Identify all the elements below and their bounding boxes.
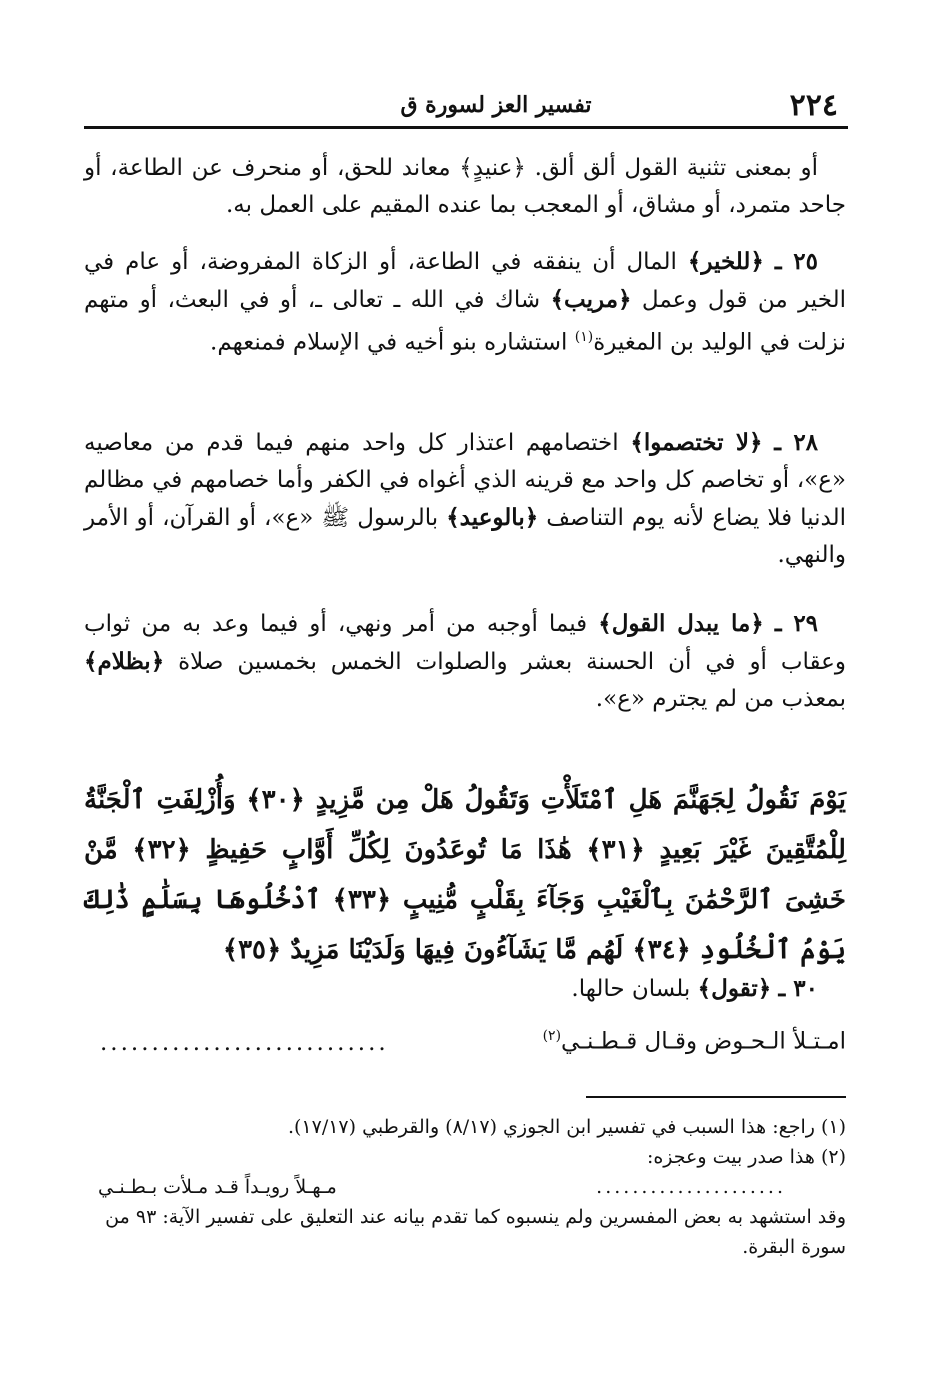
paragraph-30 (84, 970, 846, 1008)
paragraph-1 (84, 150, 846, 224)
hemistich-text: امـتـلأ الـحـوض وقـال قـطـنـي (561, 1028, 846, 1055)
footnote-rule (586, 1096, 846, 1098)
footnotes (84, 1112, 846, 1262)
explanation-text: فيما أوجبه من أمر ونهي، أو فيما وعد به من ثواب وعقاب أو في أن الحسنة بعشر والصلوات الخمس بخمسين صلاة (84, 611, 846, 675)
paragraph-29 (84, 605, 846, 718)
footnote-verse-text: مـهـلاً رويـداً قـد مـلأت بـطـنـي (98, 1176, 337, 1198)
quran-term: ﴿ما يبدل القول﴾ (598, 610, 764, 637)
quran-term: ﴿للخير﴾ (687, 248, 764, 275)
quran-verses: يَوْمَ نَقُولُ لِجَهَنَّمَ هَلِ ٱمْتَلَأْتِ وَتَقُولُ هَلْ مِن مَّزِيدٍ ﴿٣٠﴾ وَأُزْلِفَتِ ٱلْجَنَّةُ لِلْمُتَّقِينَ غَيْرَ بَعِيدٍ ﴿٣١﴾ هَٰذَا مَا تُوعَدُونَ لِكُلِّ أَوَّابٍ حَفِيظٍ ﴿٣٢﴾ مَّنْ خَشِىَ ٱلرَّحْمَٰنَ بِٱلْغَيْبِ وَجَآءَ بِقَلْبٍ مُّنِيبٍ ﴿٣٣﴾ ٱدْخُلُوهَا بِسَلَٰمٍ ذَٰلِكَ يَوْمُ ٱلْخُلُودِ ﴿٣٤﴾ لَهُم مَّا يَشَآءُونَ فِيهَا وَلَدَيْنَا مَزِيدٌ ﴿٣٥﴾ (84, 785, 846, 965)
footnote-2-note: وقد استشهد به بعض المفسرين ولم ينسبوه كما تقدم بيانه عند التعليق على تفسير الآية: ٩٣ من سورة البقرة. (105, 1206, 846, 1258)
page-number: ٢٢٤ (789, 88, 838, 123)
footnote-verse (84, 1172, 846, 1202)
explanation-text: بلسان حالها. (571, 976, 691, 1002)
footnote-1: (١) راجع: هذا السبب في تفسير ابن الجوزي (٨/١٧) والقرطبي (١٧/١٧). (287, 1116, 846, 1138)
explanation-text: المال أن ينفقه في الطاعة، أو الزكاة المفروضة، أو عام في الخير من قول وعمل (84, 249, 846, 313)
poetry-hemistich (543, 1028, 846, 1055)
footnote-marker: (١) (574, 329, 594, 345)
paragraph-25 (84, 243, 846, 362)
quran-term: ﴿لا تختصموا﴾ (630, 429, 763, 456)
running-title: تفسير العز لسورة ق (400, 92, 592, 118)
explanation-text: اختصامهم اعتذار كل واحد منهم فيما قدم من معاصيه «ع»، أو تخاصم كل واحد مع قرينه الذي أغواه في الكفر وأما خصامهم في مظالم الدنيا فلا يضاع لأنه يوم التناصف (84, 430, 846, 531)
page-header (86, 88, 846, 126)
explanation-text: بالرسول ﷺ «ع»، أو القرآن، أو الأمر والنهي. (84, 505, 846, 568)
hemistich-dots: ............................ (100, 1030, 389, 1056)
footnote-2: (٢) هذا صدر بيت وعجزه: (646, 1146, 846, 1168)
verse-number: ٢٩ ـ (774, 610, 819, 637)
explanation-text: استشاره بنو أخيه في الإسلام فمنعهم. (210, 329, 568, 356)
footnote-marker: (٢) (542, 1028, 562, 1044)
header-rule (84, 126, 848, 129)
footnote-verse-dots: ..................... (596, 1176, 786, 1198)
explanation-text: شاك في الله ـ تعالى ـ، أو في البعث، أو متهم نزلت في الوليد بن المغيرة (84, 287, 846, 356)
quran-term: ﴿مريب﴾ (550, 286, 632, 313)
explanation-text: بمعذب من لم يجترم «ع». (595, 686, 846, 712)
quran-passage (84, 775, 846, 975)
verse-number: ٣٠ ـ (778, 975, 818, 1002)
verse-number: ٢٨ ـ (774, 429, 819, 456)
quran-term: ﴿بظلام﴾ (84, 648, 165, 675)
quran-term: ﴿تقول﴾ (697, 975, 772, 1002)
quran-term: ﴿بالوعيد﴾ (446, 504, 539, 531)
paragraph-1-text: أو بمعنى تثنية القول ألق ألق. ﴿عنيدٍ﴾ معاند للحق، أو منحرف عن الطاعة، أو جاحد متمرد، أو مشاق، أو المعجب بما عنده المقيم على العمل به. (84, 155, 846, 218)
paragraph-28 (84, 424, 846, 574)
verse-number: ٢٥ ـ (774, 248, 818, 275)
